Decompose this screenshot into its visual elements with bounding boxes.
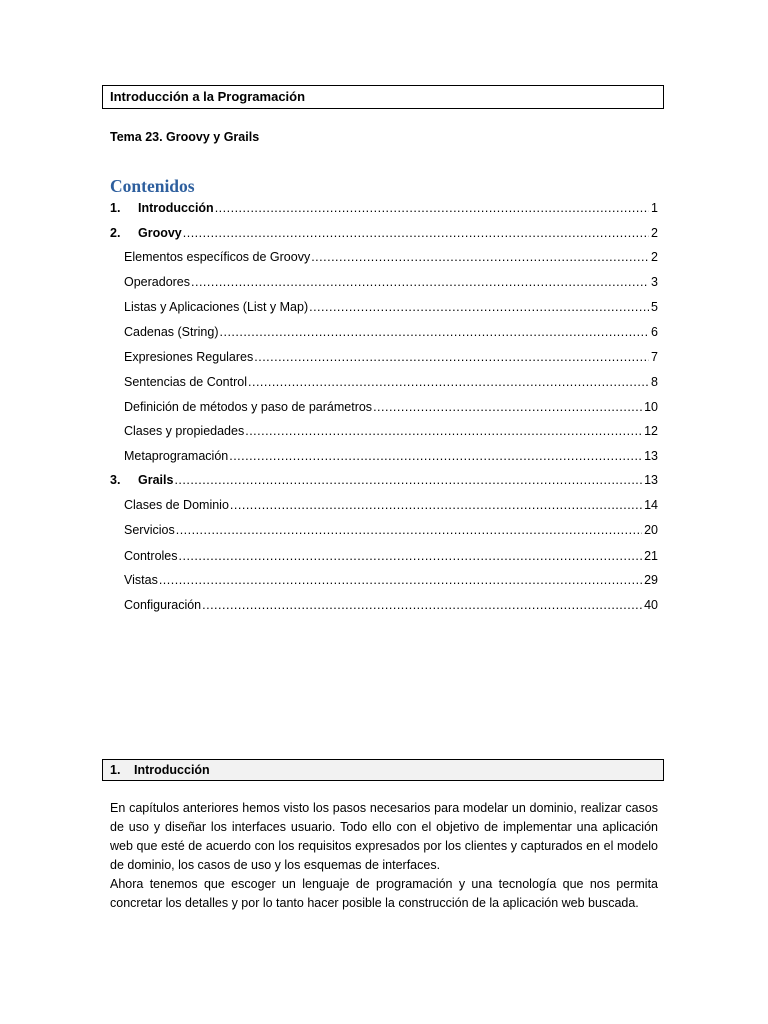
toc-entry-label: Definición de métodos y paso de parámetros: [124, 400, 373, 414]
toc-entry-label: Operadores: [124, 275, 191, 289]
toc-entry-page: 7: [651, 350, 658, 364]
toc-heading: Contenidos: [110, 176, 195, 196]
toc-entry-label: Elementos específicos de Groovy: [124, 250, 311, 264]
toc-entry-label: Clases y propiedades: [124, 424, 245, 438]
toc-dot-leader: [372, 398, 642, 416]
toc-entry-page: 29: [644, 573, 658, 587]
toc-dot-leader: [228, 447, 642, 465]
toc-entry-label: Metaprogramación: [124, 449, 229, 463]
toc-entry-listas-aplicaciones[interactable]: [124, 298, 658, 316]
toc-entry-label: Servicios: [124, 523, 175, 537]
toc-entry-page: 2: [651, 250, 658, 264]
toc-dot-leader: [173, 471, 642, 489]
section-body: [110, 799, 658, 913]
body-paragraph: Ahora tenemos que escoger un lenguaje de programación y una tecnología que nos permita concretar los detalles y por lo tanto hacer posible la construcción de la aplicación web buscada.: [110, 877, 658, 910]
toc-entry-number: 2.: [110, 226, 121, 240]
toc-entry-page: 12: [644, 424, 658, 438]
toc-entry-page: 10: [644, 400, 658, 414]
toc-dot-leader: [190, 273, 649, 291]
toc-entry-page: 20: [644, 523, 658, 537]
toc-entry-label: Introducción: [138, 201, 214, 215]
body-paragraph: En capítulos anteriores hemos visto los pasos necesarios para modelar un dominio, realizar casos de uso y diseñar los interfaces usuario. Todo ello con el objetivo de implementar una aplicación web que esté de acuerdo con los requisitos expresados por los clientes y capturados en el modelo de dominio, los casos de uso y los esquemas de interfaces.: [110, 801, 658, 872]
document-subtitle: Tema 23. Groovy y Grails: [110, 130, 260, 144]
toc-entry-page: 13: [644, 473, 658, 487]
toc-entry-configuracion[interactable]: [124, 596, 658, 614]
toc-entry-groovy[interactable]: [110, 224, 658, 242]
toc-dot-leader: [308, 298, 649, 316]
toc-dot-leader: [247, 373, 649, 391]
section-heading: [110, 762, 210, 778]
toc-entry-sentencias-control[interactable]: [124, 373, 658, 391]
toc-entry-label: Sentencias de Control: [124, 375, 247, 389]
toc-entry-label: Expresiones Regulares: [124, 350, 254, 364]
toc-entry-servicios[interactable]: [124, 521, 658, 539]
toc-entry-page: 40: [644, 598, 658, 612]
toc-entry-page: 21: [644, 549, 658, 563]
document-header-title: Introducción a la Programación: [110, 89, 306, 104]
toc-entry-page: 14: [644, 498, 658, 512]
toc-entry-page: 13: [644, 449, 658, 463]
toc-entry-page: 2: [651, 226, 658, 240]
toc-entry-elementos-especificos[interactable]: [124, 248, 658, 266]
toc-entry-label: Clases de Dominio: [124, 498, 229, 512]
toc-entry-label: Groovy: [138, 226, 182, 240]
toc-dot-leader: [244, 422, 642, 440]
toc-entry-page: 8: [651, 375, 658, 389]
toc-dot-leader: [158, 571, 642, 589]
toc-dot-leader: [175, 521, 642, 539]
toc-entry-vistas[interactable]: [124, 571, 658, 589]
toc-entry-page: 1: [651, 201, 658, 215]
toc-dot-leader: [253, 348, 649, 366]
toc-entry-grails[interactable]: [110, 471, 658, 489]
toc-entry-page: 6: [651, 325, 658, 339]
toc-dot-leader: [201, 596, 642, 614]
document-header-box: [102, 85, 664, 109]
toc-entry-introduccion[interactable]: [110, 199, 658, 217]
toc-dot-leader: [229, 496, 642, 514]
toc-entry-clases-dominio[interactable]: [124, 496, 658, 514]
toc-dot-leader: [182, 224, 649, 242]
toc-entry-label: Vistas: [124, 573, 158, 587]
toc-dot-leader: [178, 547, 643, 565]
toc-dot-leader: [219, 323, 650, 341]
toc-entry-operadores[interactable]: [124, 273, 658, 291]
toc-entry-label: Cadenas (String): [124, 325, 219, 339]
toc-entry-expresiones-regulares[interactable]: [124, 348, 658, 366]
toc-entry-number: 1.: [110, 201, 121, 215]
section-heading-box: [102, 759, 664, 781]
toc-entry-clases-propiedades[interactable]: [124, 422, 658, 440]
toc-dot-leader: [214, 199, 649, 217]
section-number: 1.: [110, 763, 121, 777]
toc-entry-label: Grails: [138, 473, 174, 487]
toc-entry-page: 5: [651, 300, 658, 314]
section-title-text: Introducción: [134, 763, 210, 777]
toc-dot-leader: [310, 248, 649, 266]
toc-entry-number: 3.: [110, 473, 121, 487]
toc-entry-label: Configuración: [124, 598, 202, 612]
toc-entry-label: Listas y Aplicaciones (List y Map): [124, 300, 309, 314]
toc-entry-cadenas[interactable]: [124, 323, 658, 341]
toc-entry-definicion-metodos[interactable]: [124, 398, 658, 416]
toc-entry-label: Controles: [124, 549, 178, 563]
toc-entry-metaprogramacion[interactable]: [124, 447, 658, 465]
toc-entry-controles[interactable]: [124, 547, 658, 565]
toc-entry-page: 3: [651, 275, 658, 289]
